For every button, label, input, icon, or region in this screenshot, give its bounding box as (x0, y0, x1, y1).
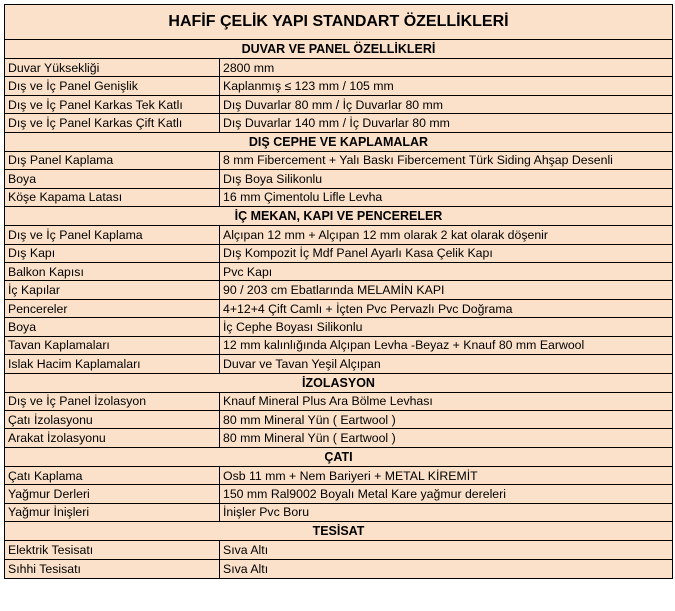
section-heading: DUVAR VE PANEL ÖZELLİKLERİ (5, 40, 672, 59)
spec-value: Pvc Kapı (223, 264, 273, 279)
section-heading: İZOLASYON (5, 374, 672, 393)
spec-value: 90 / 203 cm Ebatlarında MELAMİN KAPI (223, 283, 445, 298)
spec-value: Alçıpan 12 mm + Alçıpan 12 mm olarak 2 kat olarak döşenir (223, 227, 549, 242)
spec-label: Tavan Kaplamaları (5, 337, 220, 354)
sections-container (5, 40, 672, 578)
spec-label: Dış Kapı (5, 245, 220, 262)
spec-label: Yağmur Derleri (5, 485, 220, 502)
spec-table (4, 4, 673, 579)
spec-label: Arakat İzolasyonu (5, 429, 220, 446)
spec-label: Dış ve İç Panel Karkas Çift Katlı (5, 114, 220, 131)
spec-value: 80 mm Mineral Yün ( Eartwool ) (223, 431, 396, 446)
table-row (5, 189, 672, 207)
table-row (5, 485, 672, 503)
spec-value: Dış Duvarlar 80 mm / İç Duvarlar 80 mm (223, 97, 444, 112)
table-row (5, 337, 672, 355)
section-heading: DIŞ CEPHE VE KAPLAMALAR (5, 133, 672, 152)
spec-label: Köşe Kapama Latası (5, 189, 220, 206)
table-row (5, 429, 672, 447)
table-row (5, 504, 672, 522)
spec-value: Knauf Mineral Plus Ara Bölme Levhası (223, 394, 433, 409)
section-heading: ÇATI (5, 448, 672, 467)
table-title: HAFİF ÇELİK YAPI STANDART ÖZELLİKLERİ (5, 5, 672, 40)
spec-label: Yağmur İnişleri (5, 504, 220, 521)
table-row (5, 170, 672, 188)
table-row (5, 226, 672, 244)
spec-value: Duvar ve Tavan Yeşil Alçıpan (223, 356, 381, 371)
table-row (5, 318, 672, 336)
spec-label: Boya (5, 318, 220, 335)
spec-value: Sıva Altı (223, 561, 269, 576)
table-row (5, 411, 672, 429)
table-row (5, 541, 672, 559)
spec-value: Sıva Altı (223, 542, 269, 557)
spec-label: Dış ve İç Panel Kaplama (5, 226, 220, 243)
spec-value: Kaplanmış ≤ 123 mm / 105 mm (223, 79, 394, 94)
spec-value: 16 mm Çimentolu Lifle Levha (223, 190, 383, 205)
spec-label: Sıhhi Tesisatı (5, 560, 220, 578)
spec-value: 4+12+4 Çift Camlı + İçten Pvc Pervazlı Pvc Doğrama (223, 301, 513, 316)
spec-value: İnişler Pvc Boru (223, 505, 310, 520)
spec-label: Pencereler (5, 300, 220, 317)
spec-label: İç Kapılar (5, 281, 220, 298)
table-row (5, 560, 672, 578)
spec-value: İç Cephe Boyası Silikonlu (223, 319, 363, 334)
table-row (5, 300, 672, 318)
table-row (5, 77, 672, 95)
table-row (5, 114, 672, 132)
table-row (5, 281, 672, 299)
spec-label: Balkon Kapısı (5, 263, 220, 280)
table-row (5, 59, 672, 77)
spec-value: 80 mm Mineral Yün ( Eartwool ) (223, 412, 396, 427)
spec-label: Duvar Yüksekliği (5, 59, 220, 76)
spec-value: Dış Duvarlar 140 mm / İç Duvarlar 80 mm (223, 116, 450, 131)
table-row (5, 245, 672, 263)
spec-value: 12 mm kalınlığında Alçıpan Levha -Beyaz + Knauf 80 mm Earwool (223, 338, 585, 353)
table-row (5, 355, 672, 373)
spec-value: Osb 11 mm + Nem Bariyeri + METAL KİREMİT (223, 468, 478, 483)
spec-value: Dış Kompozit İç Mdf Panel Ayarlı Kasa Çelik Kapı (223, 246, 493, 261)
spec-value: 150 mm Ral9002 Boyalı Metal Kare yağmur dereleri (223, 487, 506, 502)
table-row (5, 263, 672, 281)
spec-label: Elektrik Tesisatı (5, 541, 220, 558)
table-row (5, 467, 672, 485)
spec-label: Dış Panel Kaplama (5, 152, 220, 169)
spec-value: 2800 mm (223, 60, 275, 75)
section-heading: TESİSAT (5, 522, 672, 541)
spec-value: 8 mm Fibercement + Yalı Baskı Fibercement Türk Siding Ahşap Desenli (223, 153, 613, 168)
spec-label: Islak Hacim Kaplamaları (5, 355, 220, 372)
spec-label: Dış ve İç Panel Karkas Tek Katlı (5, 96, 220, 113)
spec-label: Çatı İzolasyonu (5, 411, 220, 428)
spec-label: Dış ve İç Panel İzolasyon (5, 393, 220, 410)
spec-label: Boya (5, 170, 220, 187)
table-row (5, 96, 672, 114)
spec-label: Çatı Kaplama (5, 467, 220, 484)
table-row (5, 152, 672, 170)
table-row (5, 393, 672, 411)
spec-label: Dış ve İç Panel Genişlik (5, 77, 220, 94)
spec-value: Dış Boya Silikonlu (223, 171, 323, 186)
section-heading: İÇ MEKAN, KAPI VE PENCERELER (5, 207, 672, 226)
